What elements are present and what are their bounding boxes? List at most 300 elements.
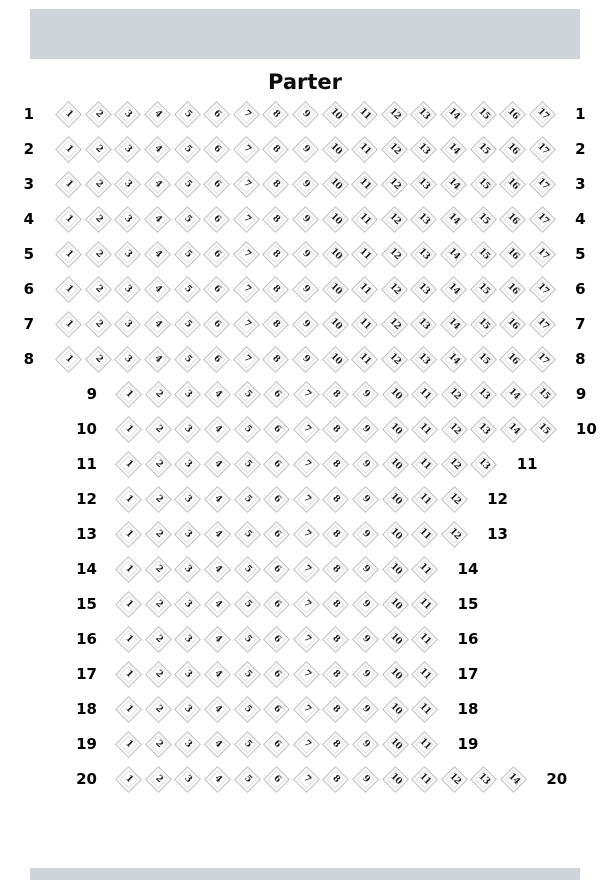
seat[interactable] <box>321 692 351 727</box>
seat[interactable] <box>410 727 440 762</box>
seat[interactable] <box>409 307 439 342</box>
seat[interactable] <box>292 447 322 482</box>
seat[interactable] <box>380 552 410 587</box>
seat-number: 11 <box>357 281 373 297</box>
seat[interactable] <box>320 237 350 272</box>
seat[interactable] <box>173 622 203 657</box>
seat[interactable] <box>528 342 558 377</box>
seat[interactable] <box>114 587 144 622</box>
seat[interactable] <box>172 202 202 237</box>
seat[interactable] <box>114 447 144 482</box>
seat[interactable] <box>84 167 114 202</box>
seat[interactable] <box>202 272 232 307</box>
seat[interactable] <box>54 132 84 167</box>
seat-number: 14 <box>446 281 462 297</box>
seat[interactable] <box>114 517 144 552</box>
seat[interactable] <box>291 307 321 342</box>
seat[interactable] <box>380 237 410 272</box>
seat[interactable] <box>202 167 232 202</box>
seat[interactable] <box>84 237 114 272</box>
seat[interactable] <box>172 97 202 132</box>
seat[interactable] <box>113 272 143 307</box>
seat[interactable] <box>410 762 440 797</box>
seat[interactable] <box>468 202 498 237</box>
seat[interactable] <box>351 377 381 412</box>
seat[interactable] <box>202 97 232 132</box>
seat[interactable] <box>439 237 469 272</box>
seat[interactable] <box>232 167 262 202</box>
seat[interactable] <box>173 692 203 727</box>
seat[interactable] <box>292 727 322 762</box>
seat[interactable] <box>143 342 173 377</box>
seat[interactable] <box>380 447 410 482</box>
seat[interactable] <box>144 587 174 622</box>
seat[interactable] <box>439 132 469 167</box>
seat[interactable] <box>440 762 470 797</box>
seat[interactable] <box>291 342 321 377</box>
seat[interactable] <box>232 342 262 377</box>
seat[interactable] <box>261 132 291 167</box>
seat[interactable] <box>173 482 203 517</box>
seat[interactable] <box>114 622 144 657</box>
seat[interactable] <box>321 622 351 657</box>
seat[interactable] <box>380 167 410 202</box>
seat[interactable] <box>203 482 233 517</box>
seat[interactable] <box>499 762 529 797</box>
seat[interactable] <box>172 272 202 307</box>
seat[interactable] <box>203 377 233 412</box>
seat[interactable] <box>321 377 351 412</box>
seat[interactable] <box>232 307 262 342</box>
seat[interactable] <box>291 132 321 167</box>
seat[interactable] <box>320 342 350 377</box>
seat[interactable] <box>54 237 84 272</box>
seat[interactable] <box>469 447 499 482</box>
seat[interactable] <box>143 272 173 307</box>
seat[interactable] <box>262 727 292 762</box>
seat[interactable] <box>350 342 380 377</box>
seat[interactable] <box>380 412 410 447</box>
seat[interactable] <box>380 272 410 307</box>
seat[interactable] <box>439 202 469 237</box>
seat[interactable] <box>292 482 322 517</box>
seat[interactable] <box>320 272 350 307</box>
seat[interactable] <box>173 552 203 587</box>
seat[interactable] <box>380 657 410 692</box>
seat[interactable] <box>291 202 321 237</box>
seat[interactable] <box>469 377 499 412</box>
seat-diamond-icon <box>145 521 172 548</box>
seat[interactable] <box>262 377 292 412</box>
seat[interactable] <box>54 342 84 377</box>
seat[interactable] <box>143 167 173 202</box>
seat[interactable] <box>468 132 498 167</box>
seat[interactable] <box>439 167 469 202</box>
seat[interactable] <box>498 342 528 377</box>
seat[interactable] <box>203 657 233 692</box>
seat[interactable] <box>143 132 173 167</box>
seat[interactable] <box>351 692 381 727</box>
seat[interactable] <box>262 447 292 482</box>
seat[interactable] <box>528 132 558 167</box>
seat[interactable] <box>528 272 558 307</box>
seat[interactable] <box>498 307 528 342</box>
seat[interactable] <box>173 727 203 762</box>
seat[interactable] <box>292 657 322 692</box>
seat[interactable] <box>528 307 558 342</box>
seat[interactable] <box>380 622 410 657</box>
seat[interactable] <box>202 132 232 167</box>
seat[interactable] <box>232 237 262 272</box>
seat[interactable] <box>114 657 144 692</box>
seat[interactable] <box>203 622 233 657</box>
seat[interactable] <box>321 762 351 797</box>
seat[interactable] <box>351 727 381 762</box>
seat[interactable] <box>202 237 232 272</box>
seat[interactable] <box>321 552 351 587</box>
seat[interactable] <box>144 692 174 727</box>
seat[interactable] <box>291 237 321 272</box>
seat[interactable] <box>113 132 143 167</box>
seat[interactable] <box>173 657 203 692</box>
seat[interactable] <box>54 307 84 342</box>
seat[interactable] <box>232 412 262 447</box>
seat[interactable] <box>173 412 203 447</box>
seat[interactable] <box>350 97 380 132</box>
seat[interactable] <box>380 517 410 552</box>
seat[interactable] <box>202 307 232 342</box>
seat[interactable] <box>262 657 292 692</box>
seat[interactable] <box>144 517 174 552</box>
seat-number: 3 <box>182 633 194 645</box>
seat[interactable] <box>409 167 439 202</box>
seat[interactable] <box>143 97 173 132</box>
seat[interactable] <box>440 412 470 447</box>
seat[interactable] <box>291 272 321 307</box>
seat[interactable] <box>292 692 322 727</box>
seat[interactable] <box>380 97 410 132</box>
seat[interactable] <box>380 692 410 727</box>
seat[interactable] <box>232 132 262 167</box>
seat-diamond-icon <box>85 346 112 373</box>
seat[interactable] <box>203 552 233 587</box>
seat[interactable] <box>468 237 498 272</box>
seat[interactable] <box>321 517 351 552</box>
seat[interactable] <box>409 202 439 237</box>
seat[interactable] <box>54 167 84 202</box>
seat[interactable] <box>114 552 144 587</box>
seat-diamond-icon <box>499 311 526 338</box>
seat[interactable] <box>380 202 410 237</box>
seat[interactable] <box>113 97 143 132</box>
seat[interactable] <box>172 342 202 377</box>
seat[interactable] <box>172 132 202 167</box>
seat[interactable] <box>262 587 292 622</box>
seat[interactable] <box>262 412 292 447</box>
seat[interactable] <box>261 272 291 307</box>
seat[interactable] <box>410 622 440 657</box>
seat[interactable] <box>172 307 202 342</box>
seat[interactable] <box>202 202 232 237</box>
seat[interactable] <box>410 377 440 412</box>
seat[interactable] <box>262 482 292 517</box>
row-label-left: 7 <box>23 315 34 333</box>
seat[interactable] <box>409 237 439 272</box>
seat[interactable] <box>262 552 292 587</box>
seat[interactable] <box>261 167 291 202</box>
seat[interactable] <box>351 412 381 447</box>
seat[interactable] <box>468 97 498 132</box>
seat[interactable] <box>410 552 440 587</box>
seat[interactable] <box>232 657 262 692</box>
seat[interactable] <box>232 97 262 132</box>
seat[interactable] <box>499 377 529 412</box>
seat[interactable] <box>409 272 439 307</box>
seat[interactable] <box>440 517 470 552</box>
row-label-right: 9 <box>575 385 587 403</box>
seat[interactable] <box>380 482 410 517</box>
seat[interactable] <box>114 482 144 517</box>
seat[interactable] <box>54 202 84 237</box>
seat[interactable] <box>84 342 114 377</box>
seat[interactable] <box>321 412 351 447</box>
seat[interactable] <box>380 132 410 167</box>
seat[interactable] <box>351 482 381 517</box>
seat[interactable] <box>173 447 203 482</box>
seat[interactable] <box>469 762 499 797</box>
seat[interactable] <box>113 307 143 342</box>
seat[interactable] <box>114 412 144 447</box>
seat[interactable] <box>144 622 174 657</box>
seat[interactable] <box>291 97 321 132</box>
seat-diamond-icon <box>85 101 112 128</box>
seat[interactable] <box>468 272 498 307</box>
seat[interactable] <box>172 167 202 202</box>
seat[interactable] <box>232 692 262 727</box>
seat[interactable] <box>380 377 410 412</box>
seat[interactable] <box>528 412 558 447</box>
seat[interactable] <box>292 587 322 622</box>
seat[interactable] <box>291 167 321 202</box>
seat-number: 14 <box>446 106 462 122</box>
seat[interactable] <box>84 272 114 307</box>
seat-diamond-icon <box>115 101 142 128</box>
seat[interactable] <box>144 377 174 412</box>
seat[interactable] <box>262 622 292 657</box>
seat[interactable] <box>262 762 292 797</box>
seat[interactable] <box>232 517 262 552</box>
seat[interactable] <box>173 762 203 797</box>
seat[interactable] <box>113 342 143 377</box>
seat[interactable] <box>262 692 292 727</box>
seat[interactable] <box>232 727 262 762</box>
seat[interactable] <box>469 412 499 447</box>
seat[interactable] <box>292 622 322 657</box>
seat[interactable] <box>380 342 410 377</box>
seat[interactable] <box>113 167 143 202</box>
seat[interactable] <box>173 377 203 412</box>
seat[interactable] <box>202 342 232 377</box>
seat[interactable] <box>350 132 380 167</box>
seat[interactable] <box>203 727 233 762</box>
seat[interactable] <box>144 762 174 797</box>
seat[interactable] <box>498 237 528 272</box>
seat[interactable] <box>232 587 262 622</box>
seat[interactable] <box>528 167 558 202</box>
seat[interactable] <box>84 307 114 342</box>
seat[interactable] <box>321 587 351 622</box>
seat[interactable] <box>351 447 381 482</box>
seat[interactable] <box>203 412 233 447</box>
seat[interactable] <box>440 447 470 482</box>
seat[interactable] <box>261 97 291 132</box>
seat[interactable] <box>409 97 439 132</box>
seat[interactable] <box>409 132 439 167</box>
seat[interactable] <box>351 762 381 797</box>
seat[interactable] <box>528 97 558 132</box>
seat[interactable] <box>498 272 528 307</box>
seat[interactable] <box>321 482 351 517</box>
seat[interactable] <box>292 377 322 412</box>
seat[interactable] <box>261 342 291 377</box>
seat[interactable] <box>380 762 410 797</box>
seat[interactable] <box>203 447 233 482</box>
seat[interactable] <box>54 272 84 307</box>
seat[interactable] <box>528 202 558 237</box>
seat[interactable] <box>410 587 440 622</box>
seat[interactable] <box>380 587 410 622</box>
seat[interactable] <box>320 97 350 132</box>
seat[interactable] <box>172 237 202 272</box>
seat[interactable] <box>410 447 440 482</box>
seat[interactable] <box>114 377 144 412</box>
seat[interactable] <box>232 482 262 517</box>
seat[interactable] <box>528 237 558 272</box>
seat[interactable] <box>114 762 144 797</box>
seat[interactable] <box>351 517 381 552</box>
seat[interactable] <box>144 657 174 692</box>
seat[interactable] <box>292 762 322 797</box>
seat[interactable] <box>232 377 262 412</box>
seat[interactable] <box>440 377 470 412</box>
seat[interactable] <box>350 272 380 307</box>
seat[interactable] <box>144 552 174 587</box>
seat[interactable] <box>114 692 144 727</box>
seat[interactable] <box>320 202 350 237</box>
seat[interactable] <box>351 587 381 622</box>
seat[interactable] <box>410 657 440 692</box>
seat[interactable] <box>232 272 262 307</box>
seat[interactable] <box>261 237 291 272</box>
seat[interactable] <box>144 412 174 447</box>
seat[interactable] <box>439 307 469 342</box>
seat[interactable] <box>410 517 440 552</box>
seat[interactable] <box>439 97 469 132</box>
seat[interactable] <box>54 97 84 132</box>
seat[interactable] <box>350 202 380 237</box>
seat[interactable] <box>232 202 262 237</box>
seat[interactable] <box>350 237 380 272</box>
seat[interactable] <box>320 132 350 167</box>
seat[interactable] <box>440 482 470 517</box>
seat[interactable] <box>321 657 351 692</box>
seat[interactable] <box>321 447 351 482</box>
seat[interactable] <box>143 202 173 237</box>
seat[interactable] <box>203 762 233 797</box>
seat[interactable] <box>261 202 291 237</box>
seat[interactable] <box>468 167 498 202</box>
seat-diamond-icon <box>382 556 409 583</box>
seat[interactable] <box>84 132 114 167</box>
seat[interactable] <box>292 412 322 447</box>
seat[interactable] <box>113 237 143 272</box>
seat-number: 11 <box>417 666 433 682</box>
seat[interactable] <box>261 307 291 342</box>
seat[interactable] <box>143 307 173 342</box>
seat[interactable] <box>498 202 528 237</box>
seat[interactable] <box>528 377 558 412</box>
seat[interactable] <box>498 132 528 167</box>
seat[interactable] <box>173 517 203 552</box>
seat[interactable] <box>84 97 114 132</box>
seat[interactable] <box>410 692 440 727</box>
seat[interactable] <box>380 727 410 762</box>
seat[interactable] <box>350 167 380 202</box>
seat[interactable] <box>203 692 233 727</box>
seat[interactable] <box>351 552 381 587</box>
seat[interactable] <box>439 342 469 377</box>
seat[interactable] <box>292 517 322 552</box>
seat[interactable] <box>351 622 381 657</box>
seat[interactable] <box>468 342 498 377</box>
seat-diamond-icon <box>175 451 202 478</box>
seat[interactable] <box>232 447 262 482</box>
seat[interactable] <box>321 727 351 762</box>
seat[interactable] <box>439 272 469 307</box>
seat[interactable] <box>409 342 439 377</box>
seat[interactable] <box>143 237 173 272</box>
seat[interactable] <box>320 167 350 202</box>
seat[interactable] <box>173 587 203 622</box>
seat-diamond-icon <box>322 171 349 198</box>
seat[interactable] <box>113 202 143 237</box>
seat[interactable] <box>232 622 262 657</box>
seat[interactable] <box>410 412 440 447</box>
seat-diamond-icon <box>410 276 437 303</box>
seat[interactable] <box>380 307 410 342</box>
seat[interactable] <box>84 202 114 237</box>
seat[interactable] <box>203 517 233 552</box>
seat[interactable] <box>292 552 322 587</box>
seat[interactable] <box>232 762 262 797</box>
seat[interactable] <box>351 657 381 692</box>
seat[interactable] <box>499 412 529 447</box>
seat[interactable] <box>262 517 292 552</box>
seat[interactable] <box>410 482 440 517</box>
seat[interactable] <box>498 167 528 202</box>
seat[interactable] <box>203 587 233 622</box>
seat[interactable] <box>144 727 174 762</box>
seat-number: 6 <box>271 668 283 680</box>
seat[interactable] <box>498 97 528 132</box>
seat[interactable] <box>144 447 174 482</box>
seat[interactable] <box>144 482 174 517</box>
seat[interactable] <box>320 307 350 342</box>
seat[interactable] <box>232 552 262 587</box>
seat[interactable] <box>468 307 498 342</box>
seat[interactable] <box>350 307 380 342</box>
seat[interactable] <box>114 727 144 762</box>
